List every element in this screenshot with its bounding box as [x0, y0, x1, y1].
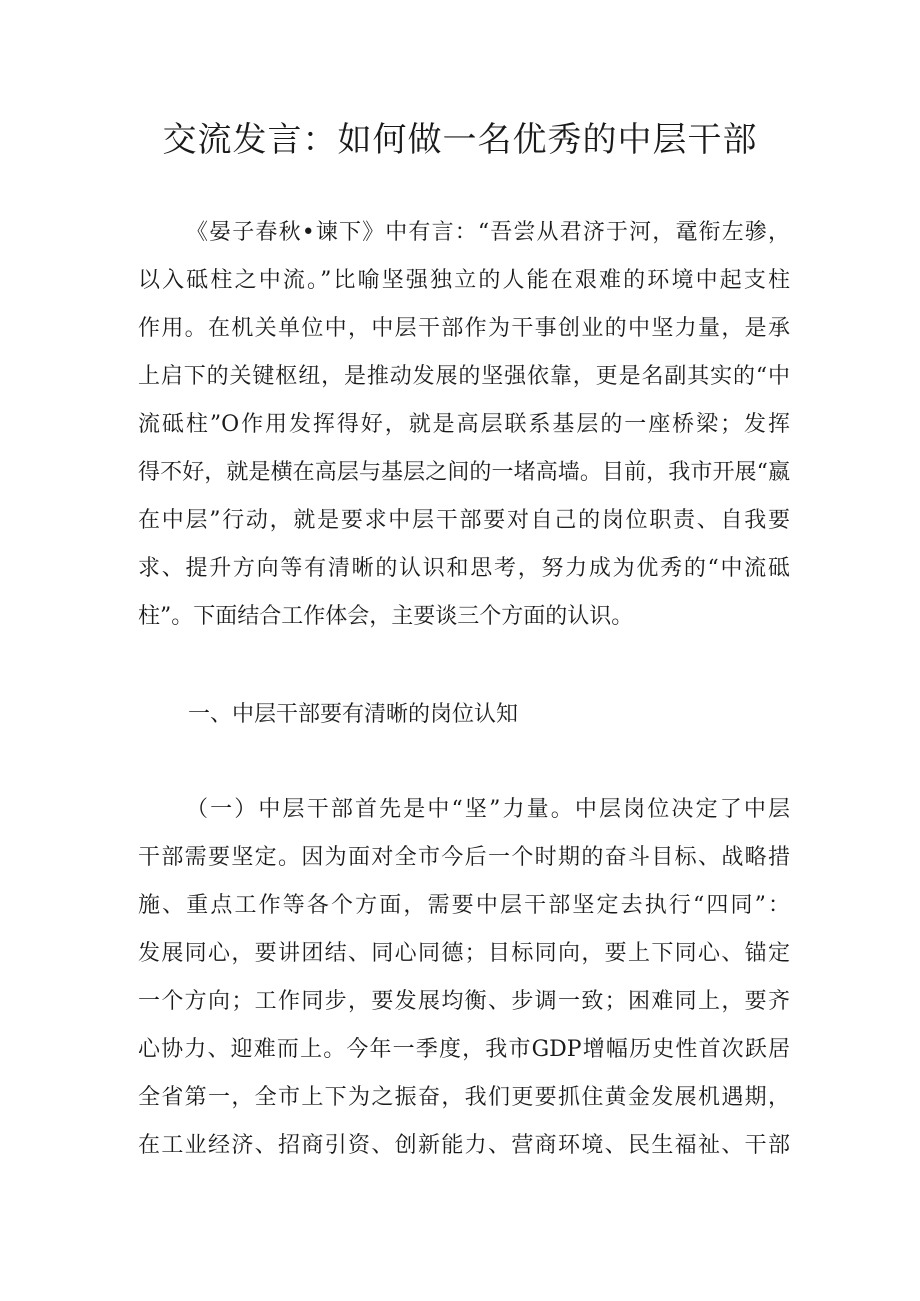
section-heading: 一、中层干部要有清晰的岗位认知	[188, 702, 519, 727]
intro-line: 柱”。下面结合工作体会，主要谈三个方面的认识。	[138, 604, 634, 629]
paragraph-line: 发展同心，要讲团结、同心同德；目标同向，要上下同心、锚定	[138, 941, 790, 966]
intro-line: 得不好，就是横在高层与基层之间的一堵高墙。目前，我市开展“嬴	[138, 460, 790, 485]
paragraph-line: （一）中层干部首先是中“坚”力量。中层岗位决定了中层	[186, 797, 790, 822]
paragraph-line: 在工业经济、招商引资、创新能力、营商环境、民生福祉、干部	[138, 1133, 790, 1158]
intro-line: 在中层”行动，就是要求中层干部要对自己的岗位职责、自我要	[138, 508, 790, 533]
intro-line: 上启下的关键枢纽，是推动发展的坚强依靠，更是名副其实的“中	[138, 364, 790, 389]
paragraph-line: 全省第一，全市上下为之振奋，我们更要抓住黄金发展机遇期，	[138, 1085, 790, 1110]
paragraph-line: 一个方向；工作同步，要发展均衡、步调一致；困难同上，要齐	[138, 989, 790, 1014]
intro-line: 以入砥柱之中流。”比喻坚强独立的人能在艰难的环境中起支柱	[138, 268, 790, 293]
paragraph-line: 干部需要坚定。因为面对全市今后一个时期的奋斗目标、战略措	[138, 845, 790, 870]
intro-line: 作用。在机关单位中，中层干部作为干事创业的中坚力量，是承	[138, 316, 790, 341]
document-title: 交流发言：如何做一名优秀的中层干部	[162, 120, 758, 160]
intro-line: 流砥柱”O作用发挥得好，就是高层联系基层的一座桥梁；发挥	[138, 412, 790, 437]
intro-line: 《晏子春秋•谏下》中有言：“吾尝从君济于河，鼋衔左骖，	[186, 220, 790, 245]
intro-line: 求、提升方向等有清晰的认识和思考，努力成为优秀的“中流砥	[138, 556, 790, 581]
paragraph-line: 心协力、迎难而上。今年一季度，我市GDP增幅历史性首次跃居	[138, 1037, 790, 1062]
paragraph-line: 施、重点工作等各个方面，需要中层干部坚定去执行“四同”：	[138, 893, 790, 918]
